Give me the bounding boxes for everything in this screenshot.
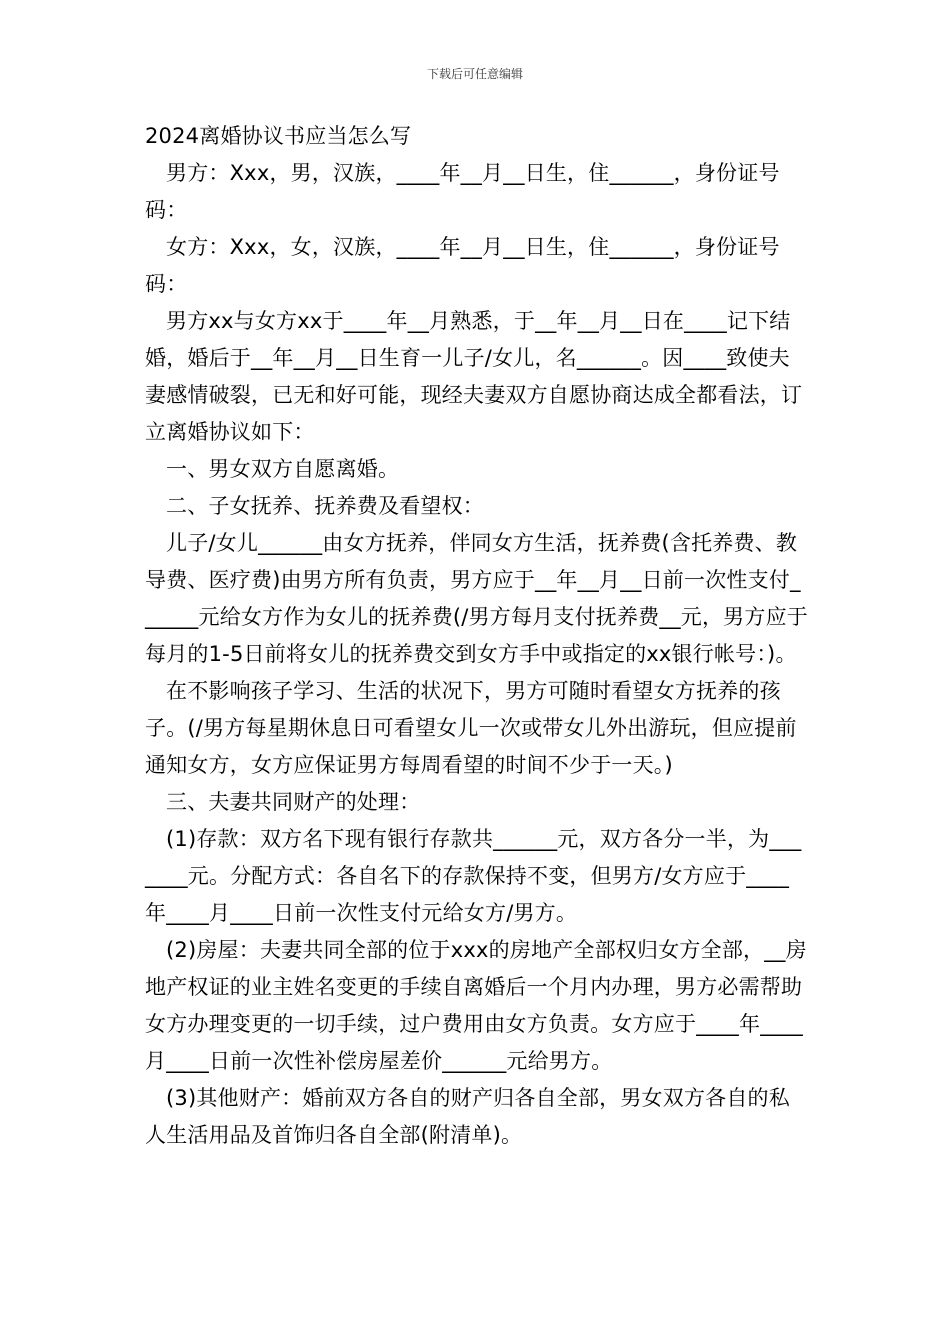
paragraph-male-party: 男方：Xxx，男，汉族，____年__月__日生，住______，身份证号码： [145,161,780,222]
paragraph-deposits: (1)存款：双方名下现有银行存款共______元，双方各分一半，为_______元。分配方式：各自名下的存款保持不变，但男方/女方应于____年____月____日前一次性支付元给女方/男方。 [145,827,802,925]
paragraph-female-party: 女方：Xxx，女，汉族，____年__月__日生，住______，身份证号码： [145,235,780,296]
paragraph-clause-2-heading: 二、子女抚养、抚养费及看望权： [166,494,484,518]
paragraph-clause-3-heading: 三、夫妻共同财产的处理： [166,790,421,814]
document-title: 2024离婚协议书应当怎么写 [145,124,412,148]
paragraph-clause-1: 一、男女双方自愿离婚。 [166,457,400,481]
paragraph-other-property: (3)其他财产：婚前双方各自的财产归各自全部，男女双方各自的私人生活用品及首饰归各自全部(附清单)。 [145,1086,790,1147]
paragraph-visitation: 在不影响孩子学习、生活的状况下，男方可随时看望女方抚养的孩子。(/男方每星期休息日可看望女儿一次或带女儿外出游玩，但应提前通知女方，女方应保证男方每周看望的时间不少于一天。) [145,679,797,777]
paragraph-marriage-background: 男方xx与女方xx于____年__月熟悉，于__年__月__日在____记下结婚，婚后于__年__月__日生育一儿子/女儿，名______。因____致使夫妻感情破裂，已无和好可能，现经夫妻双方自愿协商达成全都看法，订立离婚协议如下： [145,309,803,444]
document-body [145,118,810,1154]
paragraph-child-support: 儿子/女儿______由女方抚养，伴同女方生活，抚养费(含托养费、教导费、医疗费)由男方所有负责，男方应于__年__月__日前一次性支付______元给女方作为女儿的抚养费(/男方每月支付抚养费__元，男方应于每月的1-5日前将女儿的抚养费交到女方手中或指定的xx银行帐号：)。 [145,531,808,666]
paragraph-house: (2)房屋：夫妻共同全部的位于xxx的房地产全部权归女方全部，__房地产权证的业主姓名变更的手续自离婚后一个月内办理，男方必需帮助女方办理变更的一切手续，过户费用由女方负责。女方应于____年____月____日前一次性补偿房屋差价______元给男方。 [145,938,807,1073]
page-header-note: 下载后可任意编辑 [426,67,523,81]
